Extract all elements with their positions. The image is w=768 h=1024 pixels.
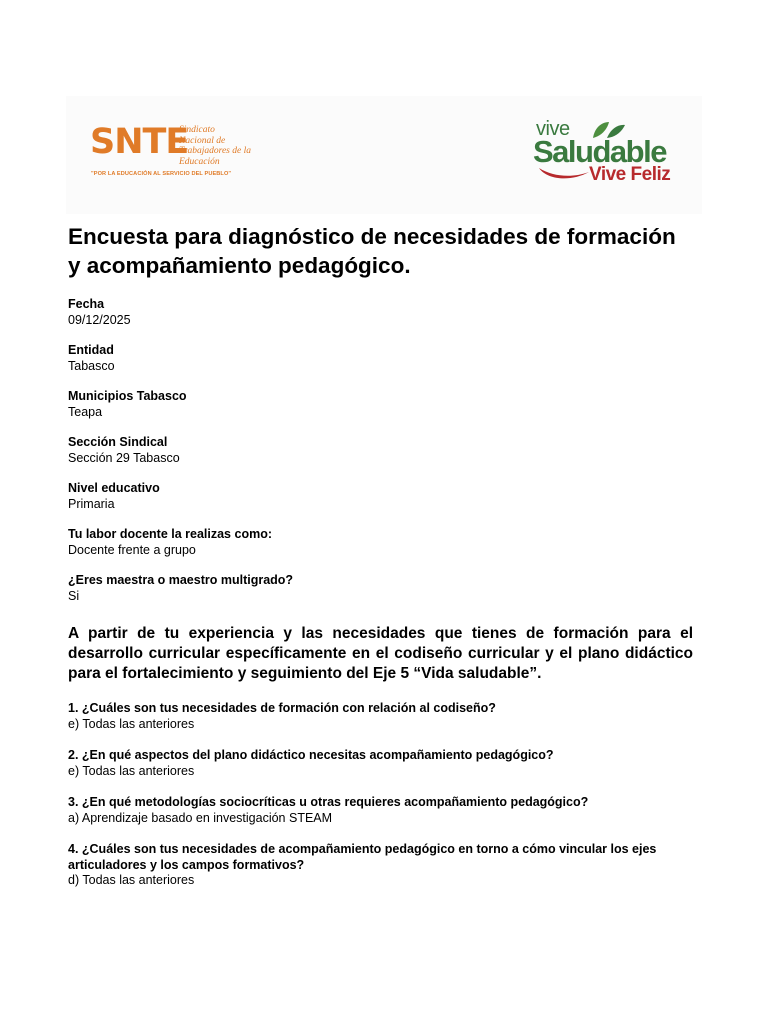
snte-logo-name [179,125,279,167]
question-3 [68,795,693,826]
field-seccion-sindical [68,435,693,466]
field-label: Entidad [68,343,114,357]
question-2 [68,748,693,779]
snte-logo [90,122,280,186]
field-label: ¿Eres maestra o maestro multigrado? [68,573,294,587]
field-value: Teapa [68,404,103,419]
question-answer: e) Todas las anteriores [68,763,195,778]
question-answer: e) Todas las anteriores [68,716,195,731]
vive-saludable-logo-top: vive [536,118,570,140]
field-fecha [68,297,693,328]
vive-saludable-logo-main: Saludable [533,134,666,169]
field-municipio [68,389,693,420]
smile-swoosh-icon [537,164,593,182]
field-multigrado [68,573,693,604]
document-title: Encuesta para diagnóstico de necesidades de formación y acompañamiento pedagógico. [68,224,676,278]
field-label: Municipios Tabasco [68,389,187,403]
question-4 [68,842,693,889]
field-label: Fecha [68,297,105,311]
snte-logo-motto: "POR LA EDUCACIÓN AL SERVICIO DEL PUEBLO" [91,171,232,177]
snte-logo-word: SNTE [90,122,189,162]
question-text: 3. ¿En qué metodologías sociocríticas u otras requieres acompañamiento pedagógico? [68,795,589,809]
field-value: Tabasco [68,358,115,373]
field-value: Si [68,588,80,603]
snte-name-line: Sindicato [179,125,215,135]
question-1 [68,701,693,732]
question-text: 2. ¿En qué aspectos del plano didáctico necesitas acompañamiento pedagógico? [68,748,554,762]
question-answer: d) Todas las anteriores [68,873,195,887]
field-nivel-educativo [68,481,693,512]
vive-saludable-logo-bottom: Vive Feliz [589,164,671,185]
snte-name-line: Nacional de [179,135,226,146]
question-answer: a) Aprendizaje basado en investigación STEAM [68,810,333,825]
question-text: 1. ¿Cuáles son tus necesidades de formación con relación al codiseño? [68,701,496,715]
field-value: Docente frente a grupo [68,542,196,557]
field-label: Sección Sindical [68,435,168,449]
field-labor-docente [68,527,693,558]
vive-saludable-logo [533,118,683,188]
field-value: Sección 29 Tabasco [68,450,180,465]
field-label: Tu labor docente la realizas como: [68,527,272,541]
snte-name-line: Trabajadores de la [179,146,251,156]
snte-name-line: Educación [179,156,220,167]
section-intro: A partir de tu experiencia y las necesidades que tienes de formación para el desarrollo curricular específicamente en el codiseño curricular y el plano didáctico para el fortalecimiento y seguimiento del Eje 5 “Vida saludable”. [68,625,693,682]
field-value: Primaria [68,496,115,511]
survey-content [68,222,693,905]
question-text: 4. ¿Cuáles son tus necesidades de acompañamiento pedagógico en torno a cómo vincular los ejes articuladores y los campos formativos? [68,842,657,872]
field-entidad [68,343,693,374]
field-label: Nivel educativo [68,481,160,495]
field-value: 09/12/2025 [68,312,131,327]
